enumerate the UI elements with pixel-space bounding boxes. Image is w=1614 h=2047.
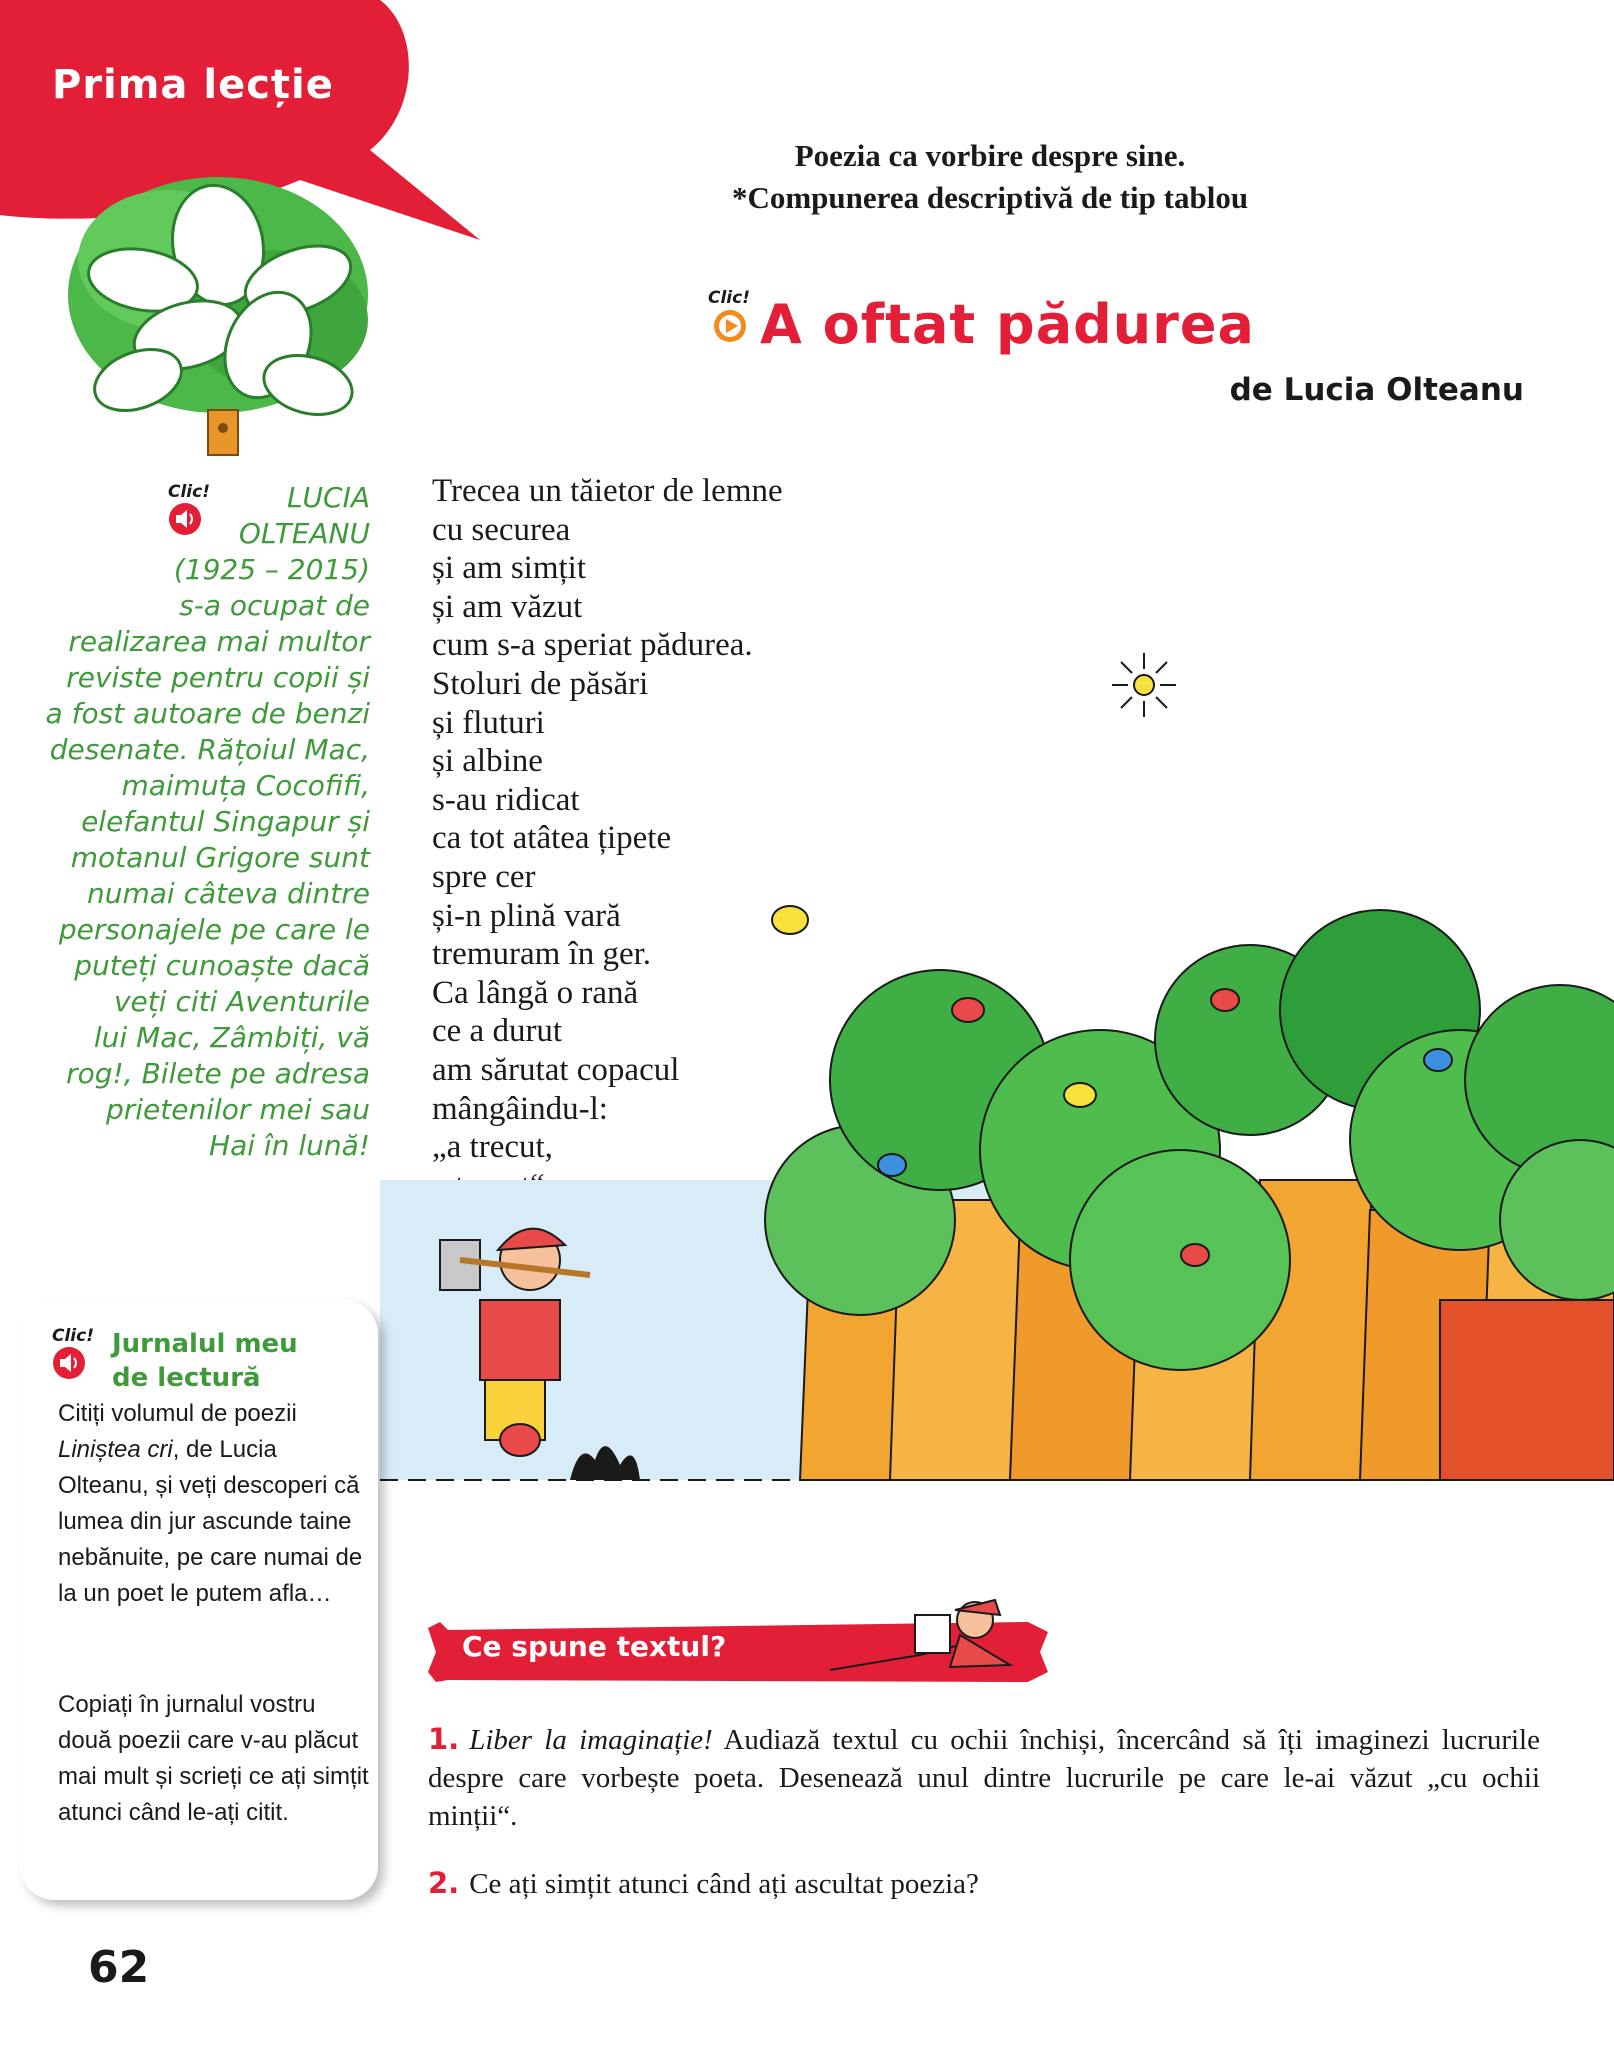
poem-line: „a trecut, (432, 1129, 553, 1166)
bio-line: realizarea mai multor (68, 625, 370, 658)
bio-line: a fost autoare de benzi (45, 697, 370, 730)
question-number: 2. (428, 1866, 460, 1900)
tree-illustration (48, 170, 388, 460)
poem-line: am sărutat copacul (432, 1051, 680, 1088)
poem-line: și am văzut (432, 588, 583, 625)
journal-audio-button[interactable] (52, 1326, 108, 1386)
clic-label: Clic! (708, 288, 750, 308)
clic-label: Clic! (168, 482, 210, 502)
question-emphasis: Liber la imaginație! (469, 1724, 713, 1756)
poem-line: Stoluri de păsări (432, 665, 649, 702)
clic-label: Clic! (52, 1326, 94, 1346)
poem-line: cum s-a speriat pădurea. (432, 627, 753, 664)
poem-line: s-au ridicat (432, 781, 580, 818)
journal-text-part: Citiți volumul de poezii (58, 1400, 297, 1427)
bio-line: elefantul Singapur și (81, 805, 370, 838)
journal-text: Copiați în jurnalul vostru două poezii care v-au plăcut mai mult și scrieți ce ați simțit atunci când le-ați citit. (58, 1691, 369, 1826)
question-text: Ce ați simțit atunci când ați ascultat poezia? (469, 1868, 979, 1900)
title-audio-button[interactable] (708, 288, 756, 348)
author-bio (40, 480, 370, 1164)
journal-text-part: , de Lucia Olteanu, și veți descoperi că lumea din jur ascunde taine nebănuite, pe care numai de la un poet le putem afla… (58, 1436, 363, 1607)
journal-title (112, 1327, 298, 1395)
question-1 (428, 1720, 1540, 1835)
bio-line: prietenilor mei sau (105, 1093, 370, 1126)
journal-text (58, 1396, 370, 1612)
bio-line: lui Mac, Zâmbiți, vă (93, 1021, 370, 1054)
bio-line: personajele pe care le (58, 913, 370, 946)
poem-line: Trecea un tăietor de lemne (432, 473, 783, 509)
bio-line: Hai în lună! (209, 1129, 370, 1162)
poem-line: și-n plină vară (432, 897, 621, 934)
lesson-label: Prima lecție (52, 62, 334, 108)
subtitle-line: *Compunerea descriptivă de tip tablou (731, 180, 1249, 215)
play-icon (712, 308, 748, 344)
poem-line: tremuram în ger. (432, 936, 652, 973)
poem-line: Ca lângă o rană (432, 974, 639, 1011)
section-label: Ce spune textul? (462, 1630, 727, 1663)
journal-title-line: Jurnalul meu (112, 1329, 298, 1359)
bio-line: LUCIA (286, 481, 370, 514)
bio-line: desenate. Rățoiul Mac, (49, 733, 370, 766)
poem-line: și am simțit (432, 550, 587, 587)
book-title: Liniștea cri (58, 1436, 173, 1463)
poem-line: mângâindu-l: (432, 1090, 608, 1127)
question-number: 1. (428, 1722, 460, 1756)
question-2 (428, 1864, 1540, 1903)
poem-title: A oftat pădurea (760, 293, 1255, 356)
journal-title-line: de lectură (112, 1363, 261, 1393)
question-text: Audiază textul cu ochii închiși, încercând să îți imaginezi lucrurile despre care vorbește poeta. Desenează unul dintre lucrurile pe care le-ai văzut „cu ochii minții“. (428, 1724, 1540, 1832)
poem-line: ca tot atâtea țipete (432, 820, 672, 857)
poem-author: de Lucia Olteanu (1229, 372, 1524, 408)
poem-line: și albine (432, 743, 543, 780)
bio-line: veți citi Aventurile (113, 985, 370, 1018)
bio-line: s-a ocupat de (179, 589, 370, 622)
speaker-icon (52, 1346, 86, 1380)
poem-line: ce a durut (432, 1013, 563, 1050)
bio-line: puteți cunoaște dacă (74, 949, 370, 982)
bio-line: OLTEANU (238, 517, 370, 550)
bio-line: maimuța Cocofifi, (121, 769, 370, 802)
bio-line: reviste pentru copii și (66, 661, 370, 694)
bio-line: (1925 – 2015) (173, 553, 370, 586)
sun-icon (1104, 645, 1184, 725)
reader-illustration (810, 1575, 1040, 1685)
bio-line: motanul Grigore sunt (70, 841, 370, 874)
page-number: 62 (88, 1942, 150, 1993)
poem-line: și fluturi (432, 704, 545, 741)
bio-line: numai câteva dintre (86, 877, 370, 910)
subtitle-line: Poezia ca vorbire despre sine. (794, 138, 1186, 173)
forest-illustration (380, 880, 1614, 1520)
poem-line: spre cer (432, 858, 536, 895)
poem-line: cu securea (432, 511, 571, 548)
bio-line: rog!, Bilete pe adresa (66, 1057, 370, 1090)
lesson-subtitle (560, 135, 1420, 219)
